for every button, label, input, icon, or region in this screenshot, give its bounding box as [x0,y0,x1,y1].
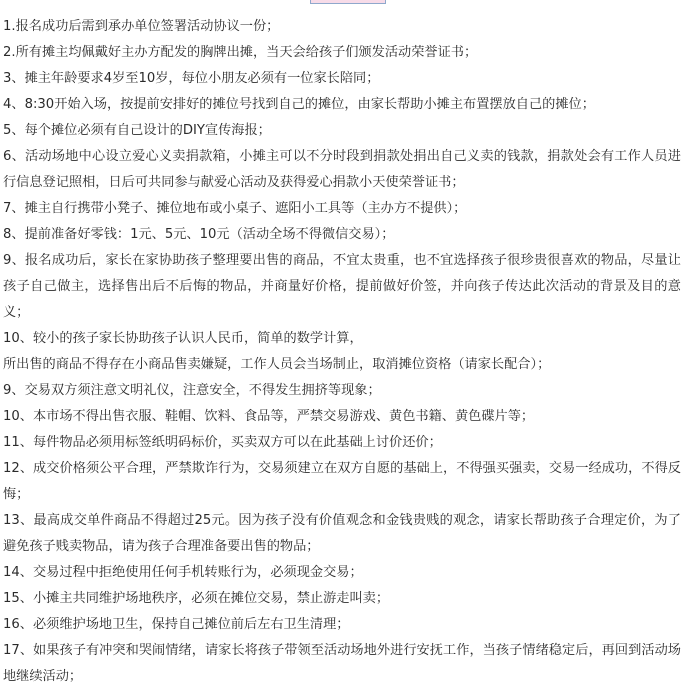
rule-item: 17、如果孩子有冲突和哭闹情绪，请家长将孩子带领至活动场地外进行安抚工作，当孩子情绪稳定后，再回到活动场地继续活动； [3,643,681,684]
rule-item: 8、提前准备好零钱：1元、5元、10元（活动全场不得微信交易）； [3,227,395,242]
rule-item: 4、8:30开始入场，按提前安排好的摊位号找到自己的摊位，由家长帮助小摊主布置摆放自己的摊位； [3,97,595,112]
rule-item: 10、本市场不得出售衣服、鞋帽、饮料、食品等，严禁交易游戏、黄色书籍、黄色碟片等； [3,409,535,424]
rule-item: 9、报名成功后，家长在家协助孩子整理要出售的商品，不宜太贵重，也不宜选择孩子很珍贵很喜欢的物品，尽量让孩子自己做主，选择售出后不后悔的物品，并商量好价格，提前做好价签，并向孩子传达此次活动的背景及目的意义； [3,253,681,320]
rule-item: 5、每个摊位必须有自己设计的DIY宣传海报； [3,123,271,138]
rule-item: 13、最高成交单件商品不得超过25元。因为孩子没有价值观念和金钱贵贱的观念，请家长帮助孩子合理定价，为了避免孩子贱卖物品，请为孩子合理准备要出售的物品； [3,513,681,554]
rule-item: 9、交易双方须注意文明礼仪，注意安全，不得发生拥挤等现象； [3,383,381,398]
rule-item: 14、交易过程中拒绝使用任何手机转账行为，必须现金交易； [3,565,363,580]
rule-item: 6、活动场地中心设立爱心义卖捐款箱，小摊主可以不分时段到捐款处捐出自己义卖的钱款，捐款处会有工作人员进行信息登记照相，日后可共同参与献爱心活动及获得爱心捐款小天使荣誉证书； [3,149,681,190]
rule-item: 10、较小的孩子家长协助孩子认识人民币，简单的数学计算， [3,331,363,346]
header-decoration-strip [310,0,386,4]
rule-item: 2.所有摊主均佩戴好主办方配发的胸牌出摊，当天会给孩子们颁发活动荣誉证书； [3,45,478,60]
rule-item: 3、摊主年龄要求4岁至10岁，每位小朋友必须有一位家长陪同； [3,71,380,86]
rule-item: 1.报名成功后需到承办单位签署活动协议一份； [3,19,280,34]
rules-list [3,14,681,690]
rule-item: 15、小摊主共同维护场地秩序，必须在摊位交易，禁止游走叫卖； [3,591,390,606]
rule-item: 7、摊主自行携带小凳子、摊位地布或小桌子、遮阳小工具等（主办方不提供）； [3,201,467,216]
rule-item: 12、成交价格须公平合理，严禁欺诈行为，交易须建立在双方自愿的基础上，不得强买强卖，交易一经成功，不得反悔； [3,461,681,502]
rule-item: 所出售的商品不得存在小商品售卖嫌疑，工作人员会当场制止，取消摊位资格（请家长配合）； [3,357,551,372]
rule-item: 16、必须维护场地卫生，保持自己摊位前后左右卫生清理； [3,617,350,632]
rule-item: 11、每件物品必须用标签纸明码标价，买卖双方可以在此基础上讨价还价； [3,435,442,450]
